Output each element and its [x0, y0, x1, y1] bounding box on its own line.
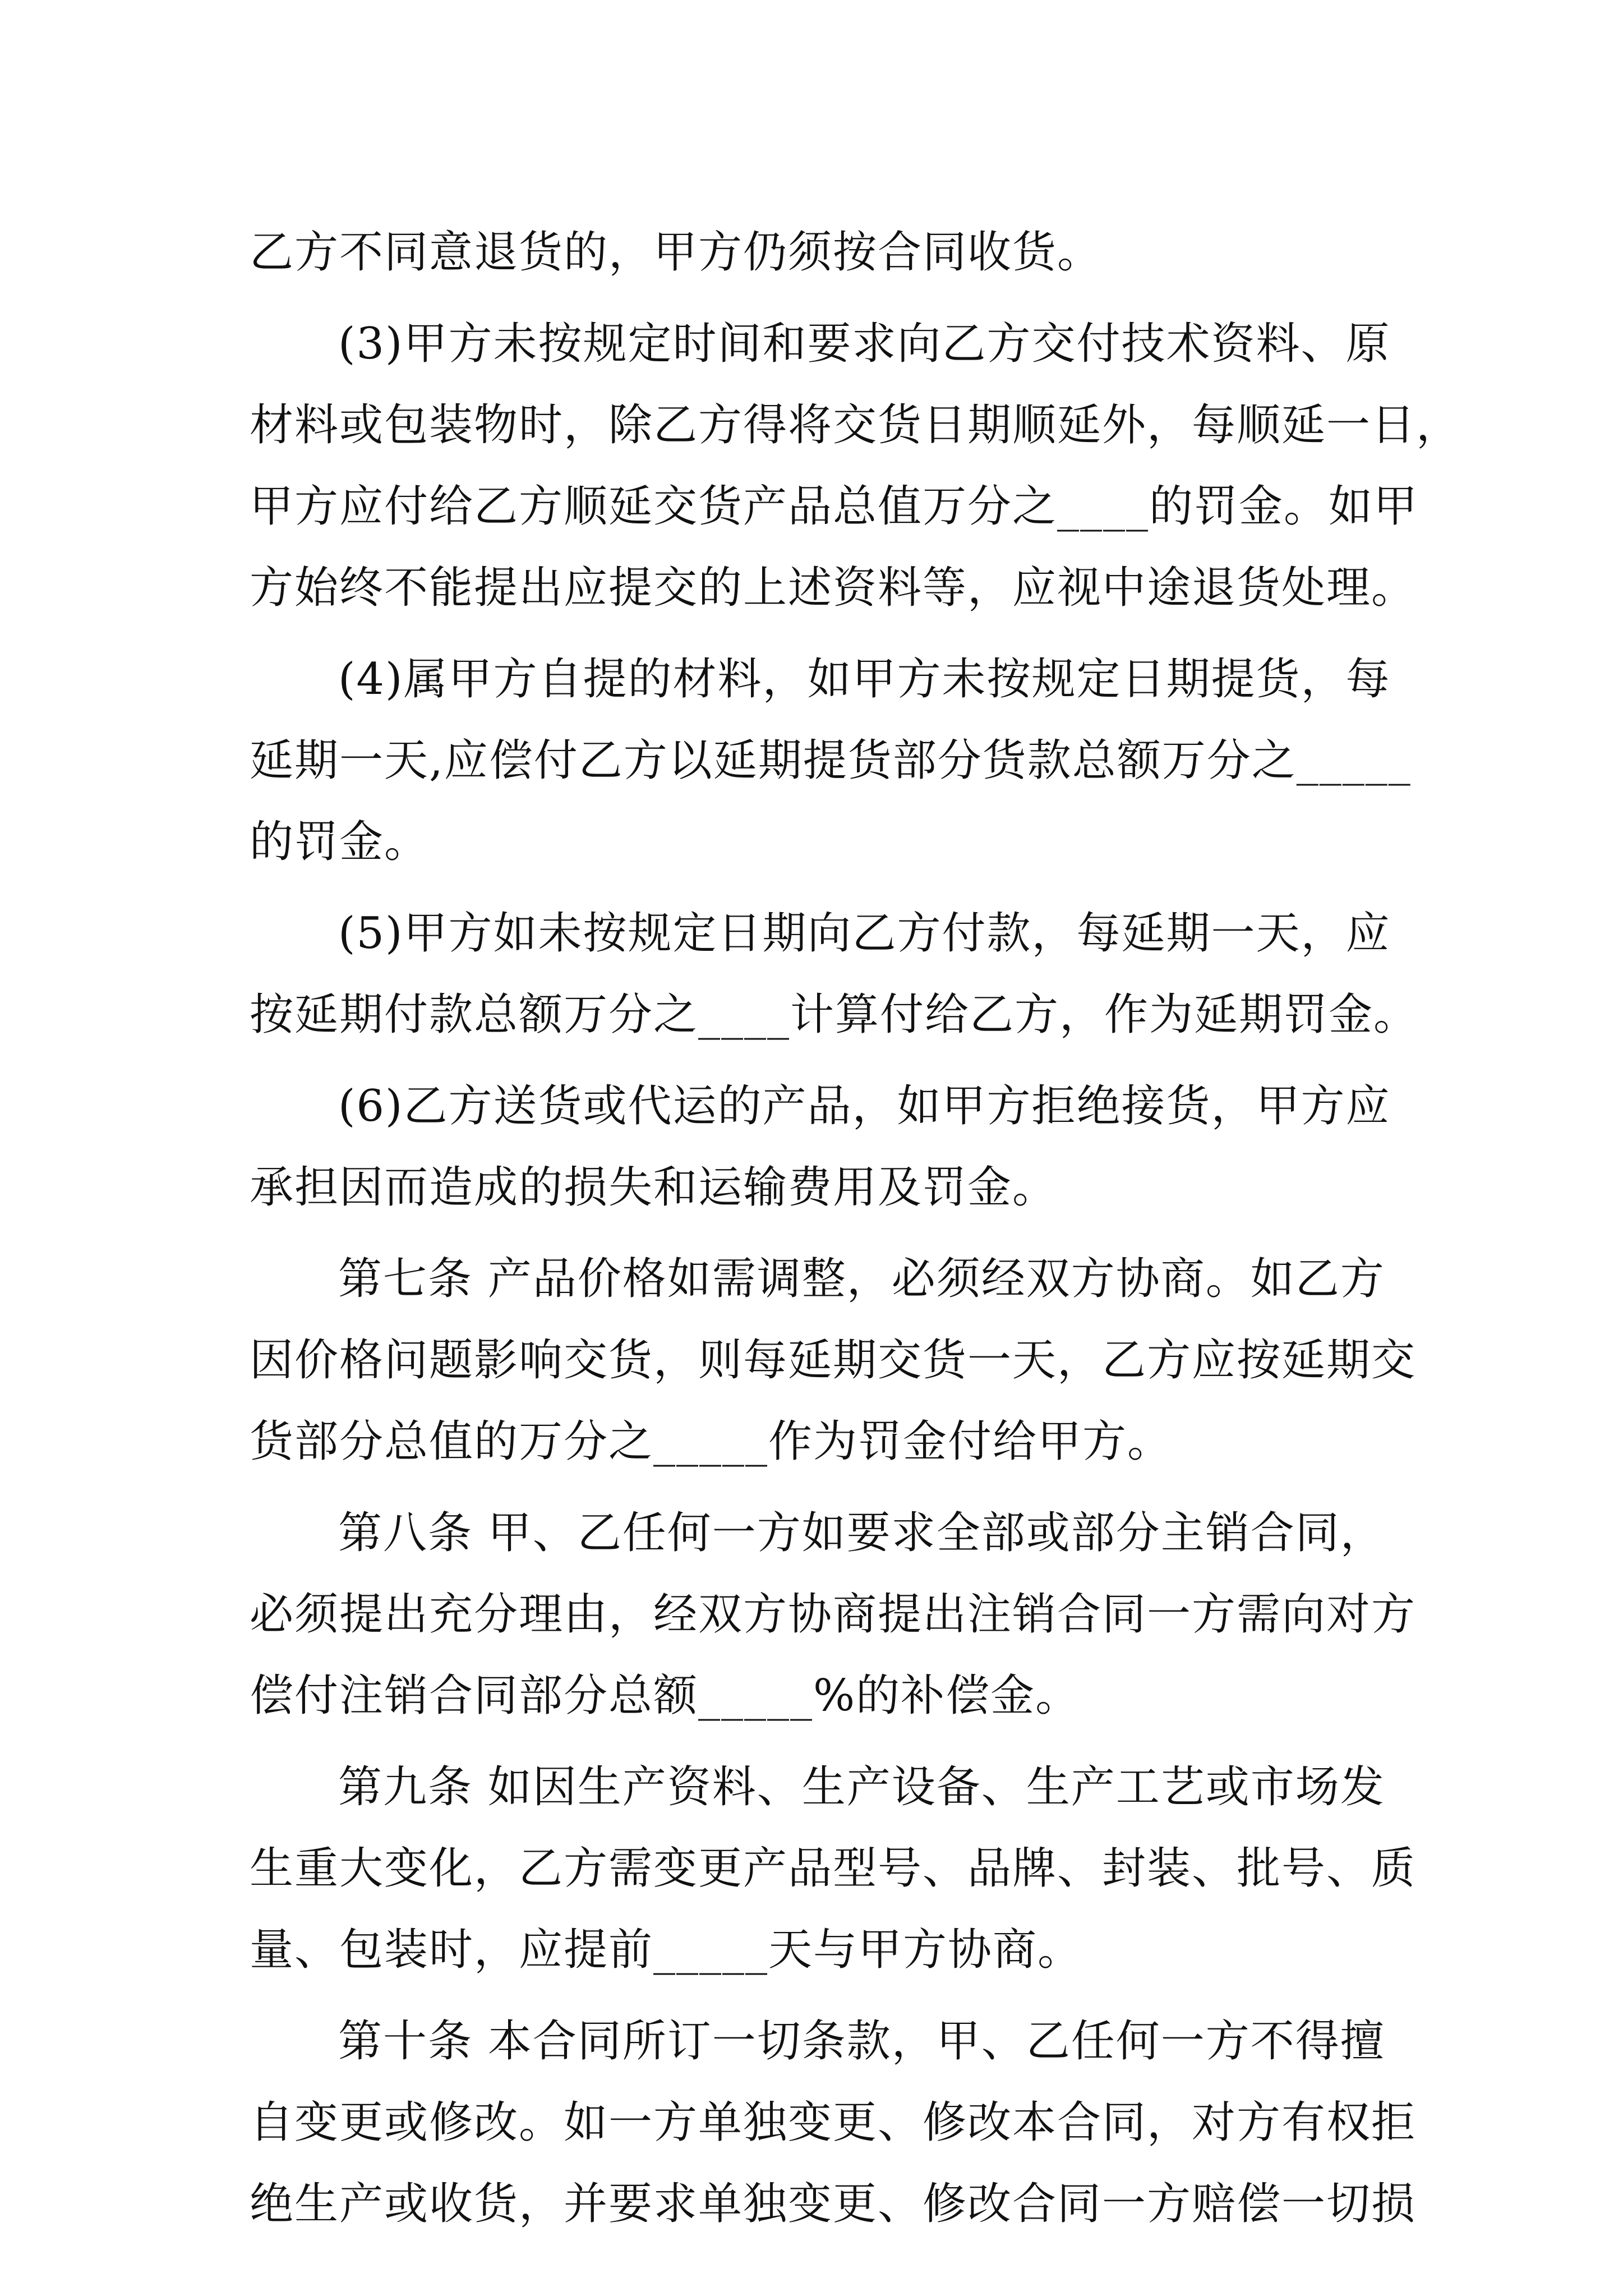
text-line: 的罚金。	[250, 817, 430, 867]
paragraph-gap	[250, 1056, 1394, 1066]
text-line: 量、包装时，应提前_____天与甲方协商。	[250, 1925, 1083, 1975]
text-line: 延期一天,应偿付乙方以延期提货部分货款总额万分之_____	[250, 735, 1412, 786]
text-line: 偿付注销合同部分总额_____%的补偿金。	[250, 1671, 1081, 1721]
text-line: 方始终不能提出应提交的上述资料等，应视中途退货处理。	[250, 563, 1417, 613]
text-line: 绝生产或收货，并要求单独变更、修改合同一方赔偿一切损	[250, 2179, 1417, 2229]
paragraph-first-line: (3)甲方未按规定时间和要求向乙方交付技术资料、原	[338, 319, 1391, 369]
paragraph-gap	[250, 1737, 1394, 1747]
text-line: 乙方不同意退货的，甲方仍须按合同收货。	[250, 227, 1103, 278]
paragraph-gap	[250, 1228, 1394, 1239]
paragraph-first-line: 第九条 如因生产资料、生产设备、生产工艺或市场发	[338, 1762, 1385, 1812]
text-line: 甲方应付给乙方顺延交货产品总值万分之____的罚金。如甲	[250, 481, 1419, 532]
text-line: 货部分总值的万分之_____作为罚金付给甲方。	[250, 1416, 1173, 1467]
paragraph-gap	[250, 883, 1394, 893]
text-line: 生重大变化，乙方需变更产品型号、品牌、封装、批号、质	[250, 1843, 1417, 1894]
paragraph-gap	[250, 629, 1394, 639]
text-line: 材料或包装物时，除乙方得将交货日期顺延外，每顺延一日，	[250, 400, 1461, 450]
paragraph-gap	[250, 1991, 1394, 2001]
text-line: 因价格问题影响交货，则每延期交货一天，乙方应按延期交	[250, 1335, 1417, 1386]
text-line: 必须提出充分理由，经双方协商提出注销合同一方需向对方	[250, 1589, 1417, 1640]
text-line: 按延期付款总额万分之____计算付给乙方，作为延期罚金。	[250, 990, 1419, 1040]
paragraph-first-line: (5)甲方如未按规定日期向乙方付款，每延期一天，应	[338, 908, 1391, 959]
document-body	[250, 212, 1461, 2245]
paragraph-gap	[250, 1483, 1394, 1493]
text-line: 自变更或修改。如一方单独变更、修改本合同，对方有权拒	[250, 2097, 1417, 2148]
paragraph-first-line: 第十条 本合同所订一切条款，甲、乙任何一方不得擅	[338, 2016, 1385, 2067]
paragraph-first-line: (4)属甲方自提的材料，如甲方未按规定日期提货，每	[338, 654, 1391, 705]
paragraph-first-line: 第八条 甲、乙任何一方如要求全部或部分主销合同，	[338, 1508, 1385, 1558]
text-line: 承担因而造成的损失和运输费用及罚金。	[250, 1162, 1058, 1213]
paragraph-first-line: 第七条 产品价格如需调整，必须经双方协商。如乙方	[338, 1254, 1385, 1304]
paragraph-gap	[250, 293, 1394, 303]
paragraph-first-line: (6)乙方送货或代运的产品，如甲方拒绝接货，甲方应	[338, 1081, 1391, 1131]
